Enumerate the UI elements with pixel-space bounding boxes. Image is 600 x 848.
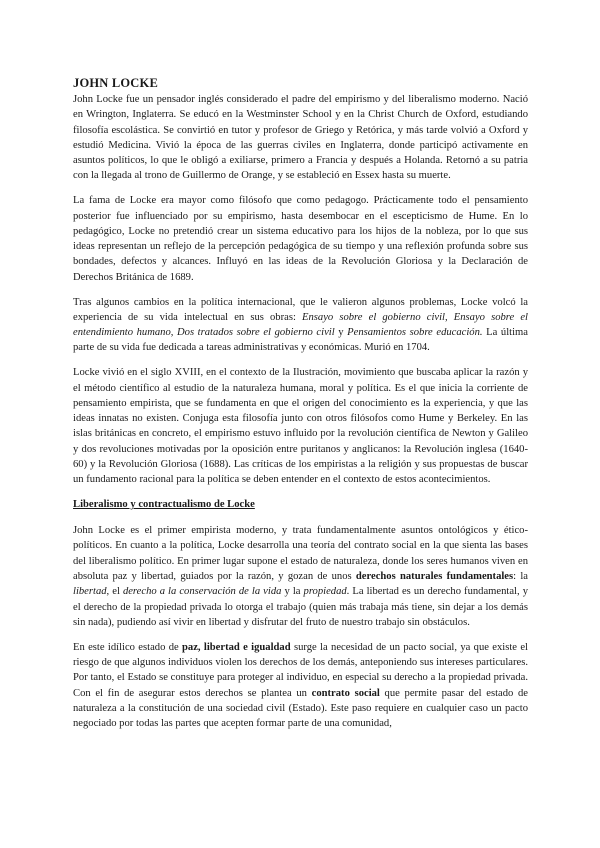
text-run: . La libertad es un derecho fundamental, y el derecho de la propiedad privada lo otorga el trabajo (quien más trabaja más tiene, sin dejar a los demás sin nada), pudiendo así vivir en libertad y disfrutar del fruto de nuestro trabajo sin obstáculos. [73, 586, 528, 628]
section-heading: Liberalismo y contractualismo de Locke [73, 499, 255, 511]
text-run: John Locke es el primer empirista moderno, y trata fundamentalmente asuntos ontológicos y ético-políticos. En cuanto a la política, Locke desarrolla una teoría del contrato social en la que sienta las bases del liberalismo político. En primer lugar supone el estado de naturaleza, donde los seres humanos viven en absoluta paz y libertad, guiados por la razón, y gozan de unos [73, 525, 528, 583]
italic-text: Pensamientos sobre educación. [347, 327, 483, 339]
text-run: La fama de Locke era mayor como filósofo que como pedagogo. Prácticamente todo el pensamiento posterior fue influenciado por su empirismo, hasta desembocar en el escepticismo de Hume. En lo pedagógico, Locke no pretendió crear un sistema educativo para los hijos de la nobleza, por lo que sus ideas representan un reflejo de la percepción pedagógica de su tiempo y una reflexión profunda sobre sus bondades, defectos y alcances. Influyó en las ideas de la Revolución Gloriosa y la Declaración de Derechos Británica de 1689. [73, 195, 528, 283]
bold-text: derechos naturales fundamentales [355, 571, 514, 583]
paragraph-liberalism [73, 523, 528, 630]
intro-section [73, 92, 528, 488]
text-run: y la [281, 586, 304, 598]
text-run: En este idílico estado de [73, 641, 183, 653]
text-run: : la [513, 571, 528, 583]
text-run: surge la necesidad de un pacto social, ya que existe el riesgo de que algunos individuos violen los derechos de los demás, anteponiendo sus intereses particulares. Por tanto, el Estado se constituye para proteger al individuo, en especial su derecho a la propiedad privada. Con el fin de asegurar estos derechos se plantea un [73, 641, 528, 699]
paragraph-fame [73, 193, 528, 285]
paragraph-bio [73, 92, 528, 184]
paragraph-contract [73, 640, 528, 732]
bold-text: contrato social [311, 687, 380, 699]
text-run: y [334, 327, 348, 339]
text-run: Locke vivió en el siglo XVIII, en el contexto de la Ilustración, movimiento que buscaba aplicar la razón y el método científico al estudio de la naturaleza humana, moral y política. Es el que inicia la corriente de pensamiento empirista, que se fundamenta en que el origen del conocimiento es la experiencia, y que las ideas innatas no existen. Conjuga esta filosofía junto con otros filósofos como Hume y Berkeley. En las islas británicas en concreto, el empirismo estuvo influido por la revolución científica de Newton y Galileo y dos revoluciones motivadas por la oposición entre puritanos y anglicanos: la Revolución inglesa (1640-60) y la Revolución Gloriosa (1688). Las críticas de los empiristas a la religión y sus propuestas de buscar un fundamento racional para la política se deben entender en el contexto de estos acontecimientos. [73, 367, 528, 486]
text-run: que permite pasar del estado de naturaleza a la constitución de una sociedad civil (Estado). Este paso requiere en cualquier caso un pacto negociado por todas las partes que acepten formar parte de una comunidad, [73, 687, 528, 730]
paragraph-works [73, 295, 528, 356]
italic-text: propiedad [303, 586, 347, 598]
text-run: , el [106, 586, 123, 598]
italic-text: libertad [73, 586, 107, 598]
italic-text: derecho a la conservación de la vida [122, 586, 282, 598]
text-run: La última parte de su vida fue dedicada a tareas administrativas y económicas. Murió en 1704. [73, 327, 528, 354]
document-title: JOHN LOCKE [73, 76, 158, 90]
liberalism-section [73, 523, 528, 731]
text-run: Tras algunos cambios en la política internacional, que le valieron algunos problemas, Locke volcó la experiencia de su vida intelectual en sus obras: [73, 296, 528, 323]
bold-text: paz, libertad e igualdad [182, 641, 291, 653]
italic-text: Ensayo sobre el gobierno civil, Ensayo sobre el entendimiento humano, Dos tratados sobre el gobierno civil [73, 311, 528, 339]
paragraph-context [73, 365, 528, 487]
text-run: John Locke fue un pensador inglés considerado el padre del empirismo y del liberalismo moderno. Nació en Wrington, Inglaterra. Se educó en la Westminster School y en la Christ Church de Oxford, estudiando filosofía escolástica. Se convirtió en tutor y profesor de Griego y Retórica, y más tarde volvió a Oxford y estudió Medicina. Vivió la época de las guerras civiles en Inglaterra, donde participó activamente en asuntos políticos, lo que le obligó a exiliarse, primero a Francia y después a Holanda. Retornó a su patria con la llegada al trono de Guillermo de Orange, y se estableció en Essex hasta su muerte. [73, 94, 528, 182]
